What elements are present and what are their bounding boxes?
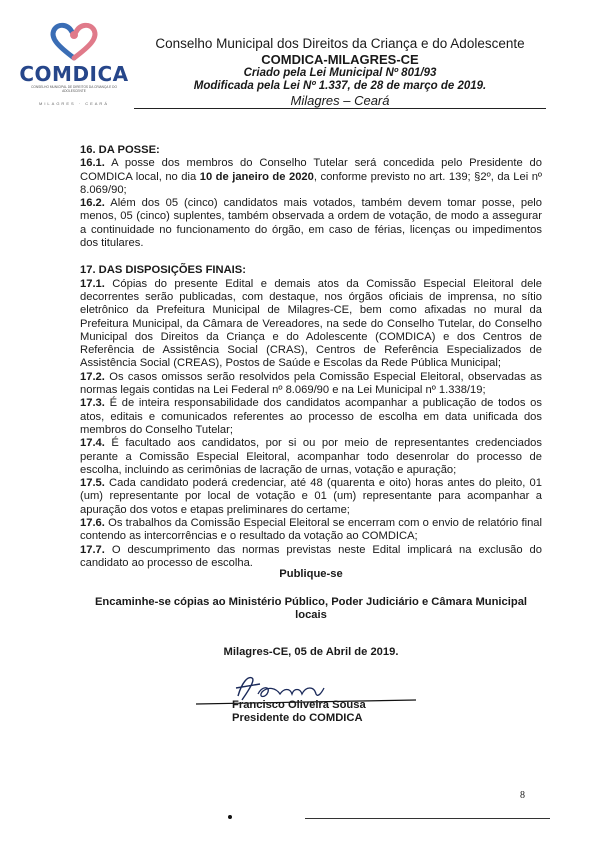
signer-role: Presidente do COMDICA	[232, 712, 363, 724]
posse-date: 10 de janeiro de 2020	[199, 170, 314, 183]
date-line: Milagres-CE, 05 de Abril de 2019.	[223, 646, 399, 658]
logo-subtitle: CONSELHO MUNICIPAL DE DIREITOS DA CRIANÇA E DO ADOLESCENTE	[31, 85, 117, 93]
logo-text: COMDICA	[19, 62, 129, 86]
item-16-1	[80, 157, 542, 197]
item-number: 17.5.	[80, 477, 105, 490]
item-16-2	[80, 197, 542, 250]
item-17-7	[80, 544, 542, 571]
item-17-3	[80, 397, 542, 437]
footer-divider	[305, 818, 550, 819]
item-17-4	[80, 437, 542, 477]
logo-city: MILAGRES · CEARÁ	[38, 101, 109, 106]
stray-dot	[228, 815, 232, 819]
item-text: A posse dos membros do Conselho Tutelar será concedida pelo Presidente do COMDICA local, no dia	[80, 157, 542, 183]
item-17-1	[80, 278, 542, 371]
publique-line: Publique-se	[279, 568, 343, 580]
item-text: Além dos 05 (cinco) candidatos mais votados, também devem tomar posse, pelo menos, 05 (cinco) suplentes, também observada a ordem de votação, de modo a assegurar a continuidade no funcionamento do órgão, em caso de férias, licenças ou impedimentos dos titulares.	[80, 197, 542, 250]
item-text: É facultado aos candidatos, por si ou por meio de representantes credenciados perante a Comissão Especial Eleitoral, acompanhar todo desenrolar do processo de escolha, incluindo as cerimônias de lacração de urnas, votação e apuração;	[80, 437, 542, 476]
section-17-title: 17. DAS DISPOSIÇÕES FINAIS:	[80, 264, 246, 277]
item-text: É de inteira responsabilidade dos candidatos acompanhar a publicação de todos os atos, editais e comunicados referentes ao processo de escolha em data unificada dos membros do Conselho Tutelar;	[80, 397, 542, 436]
item-text: Cópias do presente Edital e demais atos da Comissão Especial Eleitoral dele decorrentes serão publicadas, com destaque, nos órgãos oficiais de imprensa, no sítio eletrônico da Prefeitura Municipal de Milagres-CE, bem como afixadas no mural da Prefeitura Municipal, da Câmara de Vereadores, na sede do Conselho Tutelar, do Conselho Municipal dos Direitos da Criança e do Adolescente (COMDICA) e dos Centros de Referência de Assistência Social (CRAS), Centros de Referência Especializados de Assistência Social (CREAS), Postos de Saúde e Escolas da Rede Pública Municipal;	[80, 277, 542, 370]
item-number: 16.1.	[80, 157, 105, 170]
item-number: 17.3.	[80, 397, 105, 410]
item-text: , conforme previsto no art. 139; §2º, da Lei nº 8.069/90;	[80, 170, 542, 196]
section-16-title: 16. DA POSSE:	[80, 144, 160, 156]
item-number: 17.7.	[80, 543, 105, 556]
item-number: 17.6.	[80, 517, 105, 530]
item-17-6	[80, 517, 542, 544]
signer-name: Francisco Oliveira Sousa	[232, 699, 366, 711]
council-name: Conselho Municipal dos Direitos da Criança e do Adolescente	[155, 36, 525, 51]
item-number: 16.2.	[80, 197, 105, 210]
item-text: Cada candidato poderá credenciar, até 48 (quarenta e oito) horas antes do pleito, 01 (um) representante por local de votação e 01 (um) representante para acompanhar a apuração dos votos e etapas preliminares do certame;	[80, 477, 542, 516]
location: Milagres – Ceará	[290, 93, 390, 108]
item-text: O descumprimento das normas previstas neste Edital implicará na exclusão do candidato ao processo de escolha.	[80, 543, 542, 569]
header-divider	[134, 108, 546, 109]
item-text: Os trabalhos da Comissão Especial Eleitoral se encerram com o envio de relatório final contendo as intercorrências e o resultado da votação ao COMDICA;	[80, 517, 542, 543]
document-body	[80, 144, 542, 570]
item-17-2	[80, 371, 542, 398]
item-17-5	[80, 477, 542, 517]
item-number: 17.4.	[80, 437, 105, 450]
item-number: 17.1.	[80, 277, 105, 290]
council-acronym: COMDICA-MILAGRES-CE	[261, 52, 419, 67]
heart-logo-icon	[48, 22, 100, 62]
page-number: 8	[520, 790, 525, 801]
item-text: Os casos omissos serão resolvidos pela Comissão Especial Eleitoral, observadas as normas legais contidas na Lei Federal nº 8.069/90 e na Lei Municipal nº 1.338/19;	[80, 370, 542, 397]
law-modified: Modificada pela Lei Nº 1.337, de 28 de março de 2019.	[193, 80, 487, 92]
comdica-logo	[18, 22, 130, 106]
law-created: Criado pela Lei Municipal Nº 801/93	[243, 67, 437, 79]
encaminhe-line: Encaminhe-se cópias ao Ministério Público, Poder Judiciário e Câmara Municipal locais	[94, 596, 528, 622]
item-number: 17.2.	[80, 370, 105, 383]
